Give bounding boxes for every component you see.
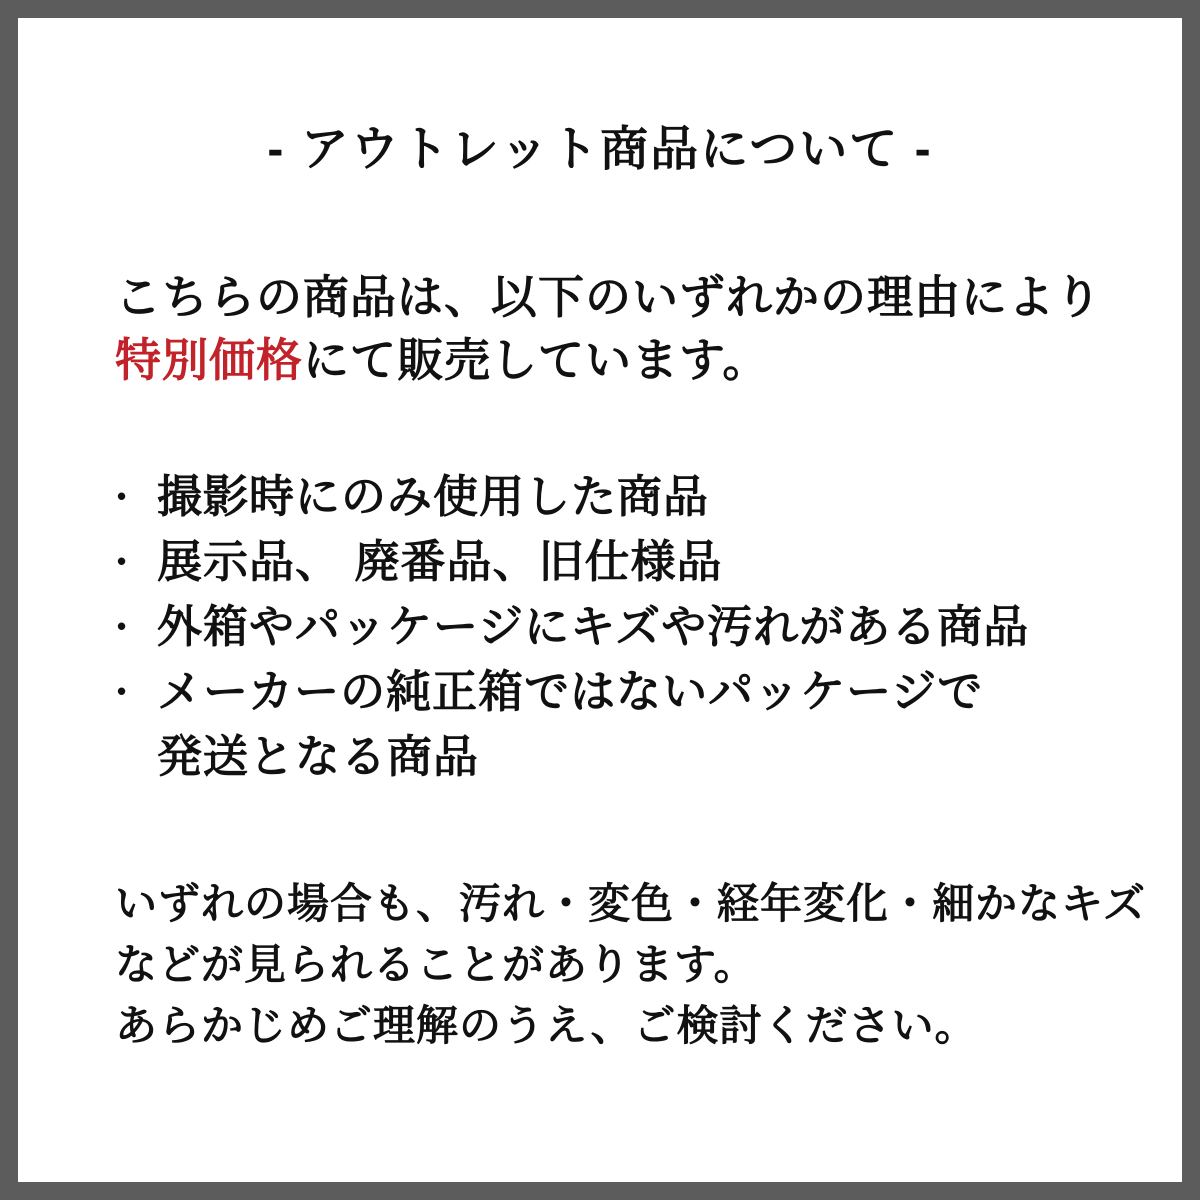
bullet-dot-icon: • xyxy=(117,676,128,706)
intro-line-2 xyxy=(115,329,1182,392)
reason-bullet-list xyxy=(113,464,1182,789)
footer-line-3: あらかじめご理解のうえ、ご検討ください。 xyxy=(115,1002,978,1049)
list-item xyxy=(113,659,1182,789)
list-item xyxy=(113,594,1182,659)
intro-line-2-rest: にて販売しています。 xyxy=(303,334,770,386)
list-item-text: 外箱やパッケージにキズや汚れがある商品 xyxy=(157,601,1030,652)
list-item-text: 展示品、 廃番品、旧仕様品 xyxy=(157,536,723,587)
list-item xyxy=(113,464,1182,529)
bullet-dot-icon: • xyxy=(117,481,128,511)
special-price-highlight: 特別価格 xyxy=(115,334,303,386)
footer-line-2: などが見られることがあります。 xyxy=(115,941,757,988)
list-item-line-1: メーカーの純正箱ではないパッケージで xyxy=(157,666,984,717)
list-item-line-2: 発送となる商品 xyxy=(157,731,480,782)
bullet-dot-icon: • xyxy=(117,546,128,576)
footer-line-1: いずれの場合も、汚れ・変色・経年変化・細かなキズ xyxy=(115,880,1147,927)
intro-line-1: こちらの商品は、以下のいずれかの理由により xyxy=(115,271,1102,323)
list-item-text xyxy=(157,659,983,789)
page-title: - アウトレット商品について - xyxy=(267,123,933,176)
list-item-text: 撮影時にのみ使用した商品 xyxy=(157,471,710,522)
footer-note xyxy=(115,873,1182,1056)
bullet-dot-icon: • xyxy=(117,611,128,641)
list-item xyxy=(113,529,1182,594)
intro-paragraph xyxy=(115,266,1182,392)
